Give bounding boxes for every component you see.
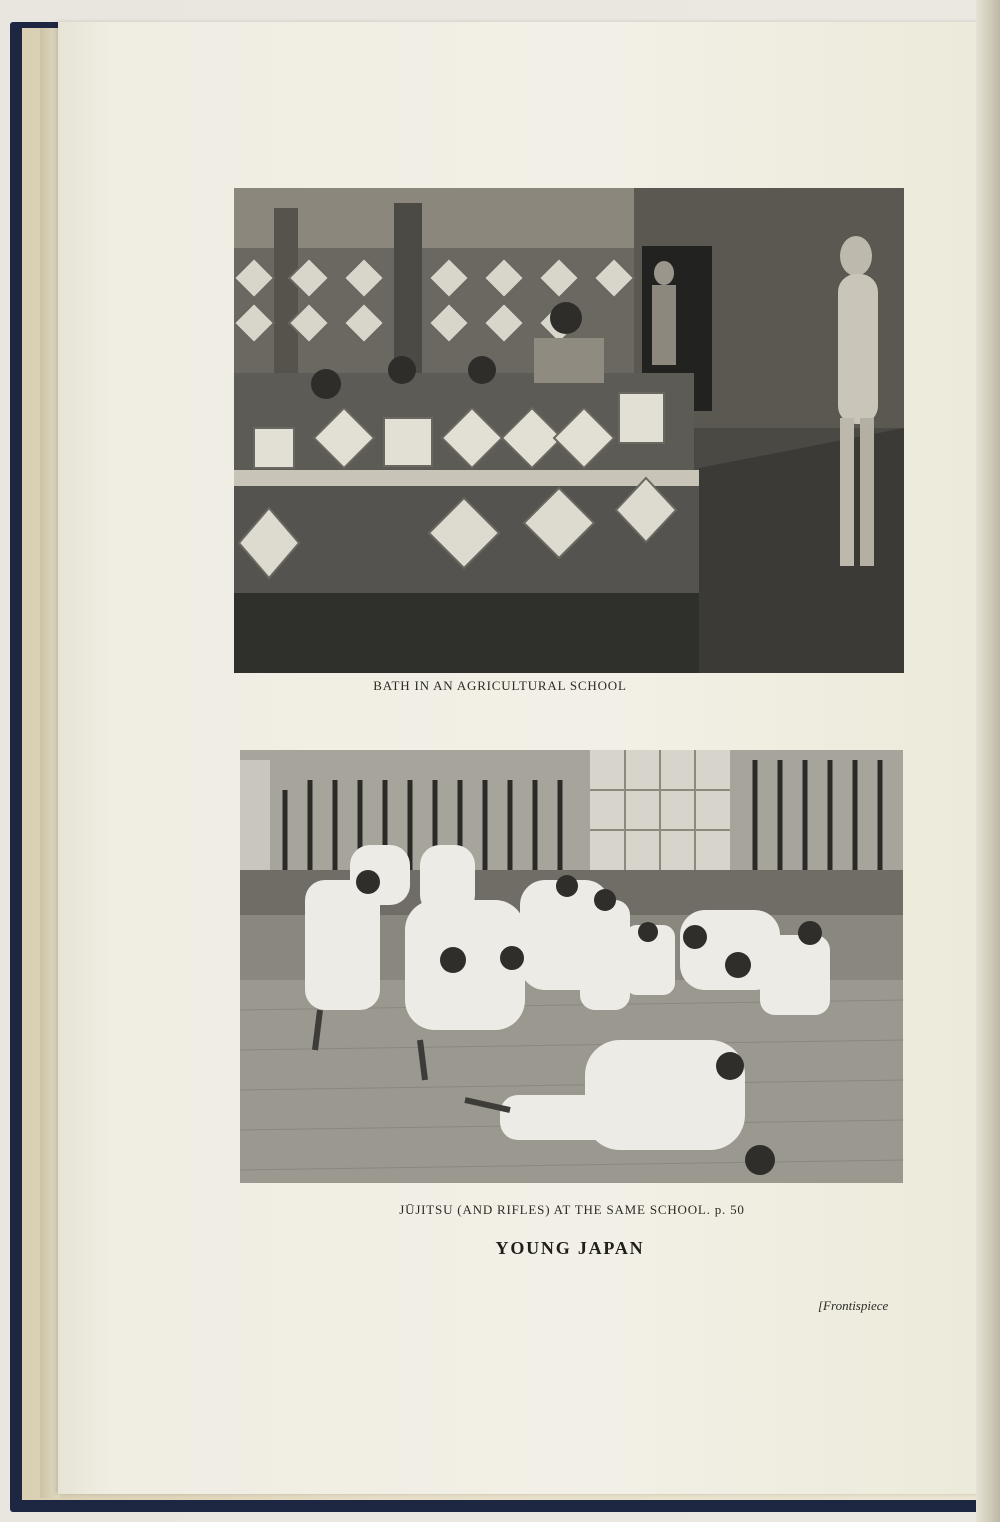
page-right-edge [976,0,1000,1522]
bath-photo [234,188,904,673]
book-title: YOUNG JAPAN [495,1238,645,1258]
plate-label: [Frontispiece [818,1298,889,1313]
bath-photo-caption: BATH IN AN AGRICULTURAL SCHOOL [373,678,627,693]
page-gutter [40,28,60,1498]
jujitsu-photo [240,750,903,1183]
jujitsu-photo-caption: JŪJITSU (AND RIFLES) AT THE SAME SCHOOL. p. 50 [399,1202,745,1217]
